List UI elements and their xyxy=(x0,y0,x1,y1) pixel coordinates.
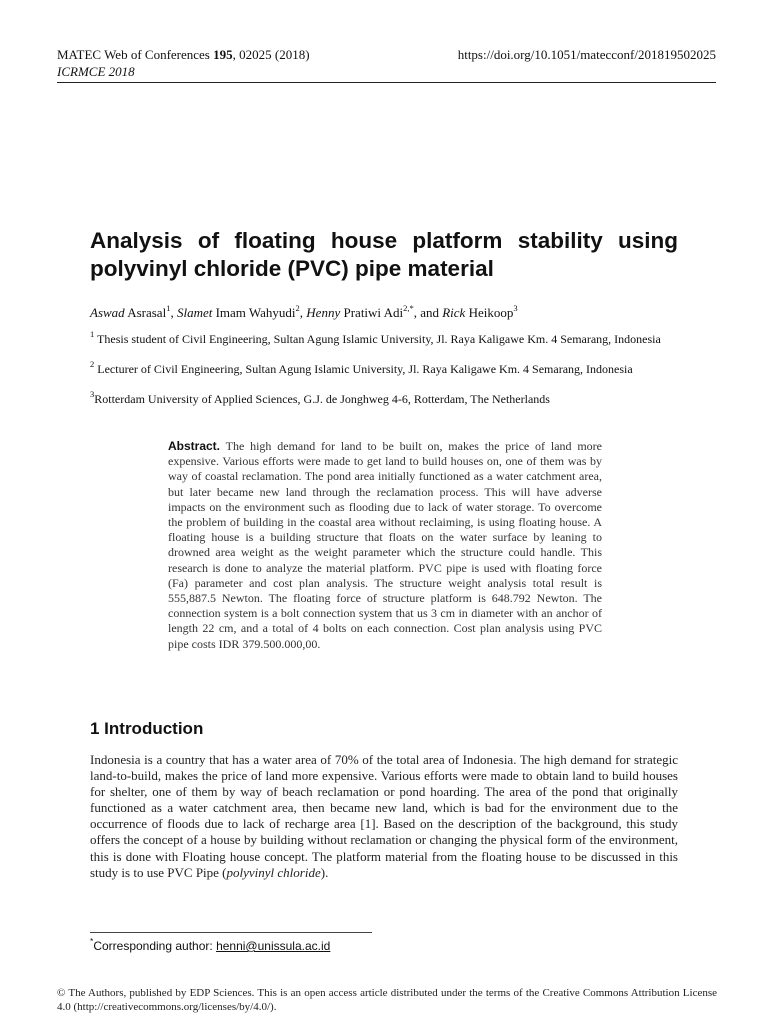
author-affiliation-mark: 1 xyxy=(166,302,171,313)
author-family-name: Heikoop xyxy=(465,305,514,320)
journal-volume: 195 xyxy=(213,47,233,62)
affiliation-1 xyxy=(90,329,678,347)
journal-name: MATEC Web of Conferences xyxy=(57,47,214,62)
corresponding-author-footnote xyxy=(90,936,331,954)
affiliation-2 xyxy=(90,359,678,377)
footnote-mark: * xyxy=(90,936,94,946)
paper-title: Analysis of floating house platform stability using polyvinyl chloride (PVC) pipe material xyxy=(90,228,678,281)
footnote-divider xyxy=(90,932,372,933)
footnote-label: Corresponding author: xyxy=(93,939,217,953)
doi-link[interactable]: https://doi.org/10.1051/matecconf/201819502025 xyxy=(457,47,716,62)
author-given-name: Henny xyxy=(306,305,341,320)
section-heading-introduction: 1 Introduction xyxy=(90,719,204,738)
author-affiliation-mark: 3 xyxy=(513,302,518,313)
author-affiliation-mark: 2,* xyxy=(403,302,414,313)
author-list xyxy=(90,302,690,321)
abstract-text: The high demand for land to be built on, makes the price of land more expensive. Various efforts were made to get land to build houses on, one of them was by way of coastal reclamation. The pond area initially functioned as a water catchment area, but later became new land through the reclamation process. This will have adverse impacts on the environment such as flooding due to lack of water storage. To overcome the problem of building in the coastal area without reclaiming, is using floating house. A floating house is a building structure that floats on the water surface by leaning to drowned area weight as the weight parameter which the structure could handle. This research is done to analyze the material platform. PVC pipe is used with floating force (Fa) parameter and cost plan analysis. The structure weight analysis total result is 555,887.5 Newton. The floating force of structure platform is 648.792 Newton. The connection system is a bolt connection system that us 3 cm in diameter with an anchor of length 22 cm, and a total of 4 bolts on each connection. Cost plan analysis using PVC pipe costs IDR 379.500.000,00. xyxy=(168,439,602,651)
introduction-text: Indonesia is a country that has a water area of 70% of the total area of Indonesia. The high demand for strategic land-to-build, makes the price of land more expensive. Various efforts were made to obtain land to build houses for shelter, one of them by way of beach reclamation or pond hoarding. The area of the pond that originally functioned as a water catchment area, then became new land, which is bad for the environment due to the occurrence of floods due to lack of recharge area [1]. Based on the description of the background, this study offers the concept of a house by building without reclamation or changing the physical form of the environment, this is done with Floating house concept. The platform material from the floating house to be discussed in this study is to use PVC Pipe ( xyxy=(90,752,678,880)
abstract xyxy=(168,439,602,652)
author-family-name: Pratiwi Adi xyxy=(340,305,404,320)
affiliation-number: 3 xyxy=(90,389,95,399)
author-separator: , and xyxy=(413,305,443,320)
affiliation-number: 2 xyxy=(90,359,95,369)
author-given-name: Aswad xyxy=(90,305,125,320)
article-number-year: , 02025 (2018) xyxy=(232,47,310,62)
affiliation-text: Thesis student of Civil Engineering, Sultan Agung Islamic University, Jl. Raya Kaligawe Km. 4 Semarang, Indonesia xyxy=(94,332,661,346)
introduction-italic-term: polyvinyl chloride xyxy=(226,864,321,880)
author-family-name: Imam Wahyudi xyxy=(212,305,296,320)
author-affiliation-mark: 2 xyxy=(295,302,300,313)
author-family-name: Asrasal xyxy=(124,305,167,320)
corresponding-author-email-link[interactable]: henni@unissula.ac.id xyxy=(216,939,331,953)
author-given-name: Rick xyxy=(442,305,466,320)
affiliation-text: Lecturer of Civil Engineering, Sultan Agung Islamic University, Jl. Raya Kaligawe Km. 4 Semarang, Indonesia xyxy=(94,362,633,376)
header-divider xyxy=(57,82,716,83)
author-separator: , xyxy=(170,305,177,320)
affiliation-3 xyxy=(90,389,678,407)
journal-citation xyxy=(57,47,310,63)
license-notice: © The Authors, published by EDP Sciences. This is an open access article distributed under the terms of the Creative Commons Attribution License 4.0 (http://creativecommons.org/licenses/by/4.0/). xyxy=(57,987,717,1013)
affiliation-number: 1 xyxy=(90,329,95,339)
affiliation-text: Rotterdam University of Applied Sciences, G.J. de Jonghweg 4-6, Rotterdam, The Netherlands xyxy=(94,392,550,406)
introduction-paragraph xyxy=(90,752,678,881)
introduction-text-end: ). xyxy=(320,864,329,880)
author-separator: , xyxy=(299,305,307,320)
author-given-name: Slamet xyxy=(176,305,213,320)
conference-name: ICRMCE 2018 xyxy=(57,64,135,79)
abstract-label: Abstract. xyxy=(168,439,221,453)
